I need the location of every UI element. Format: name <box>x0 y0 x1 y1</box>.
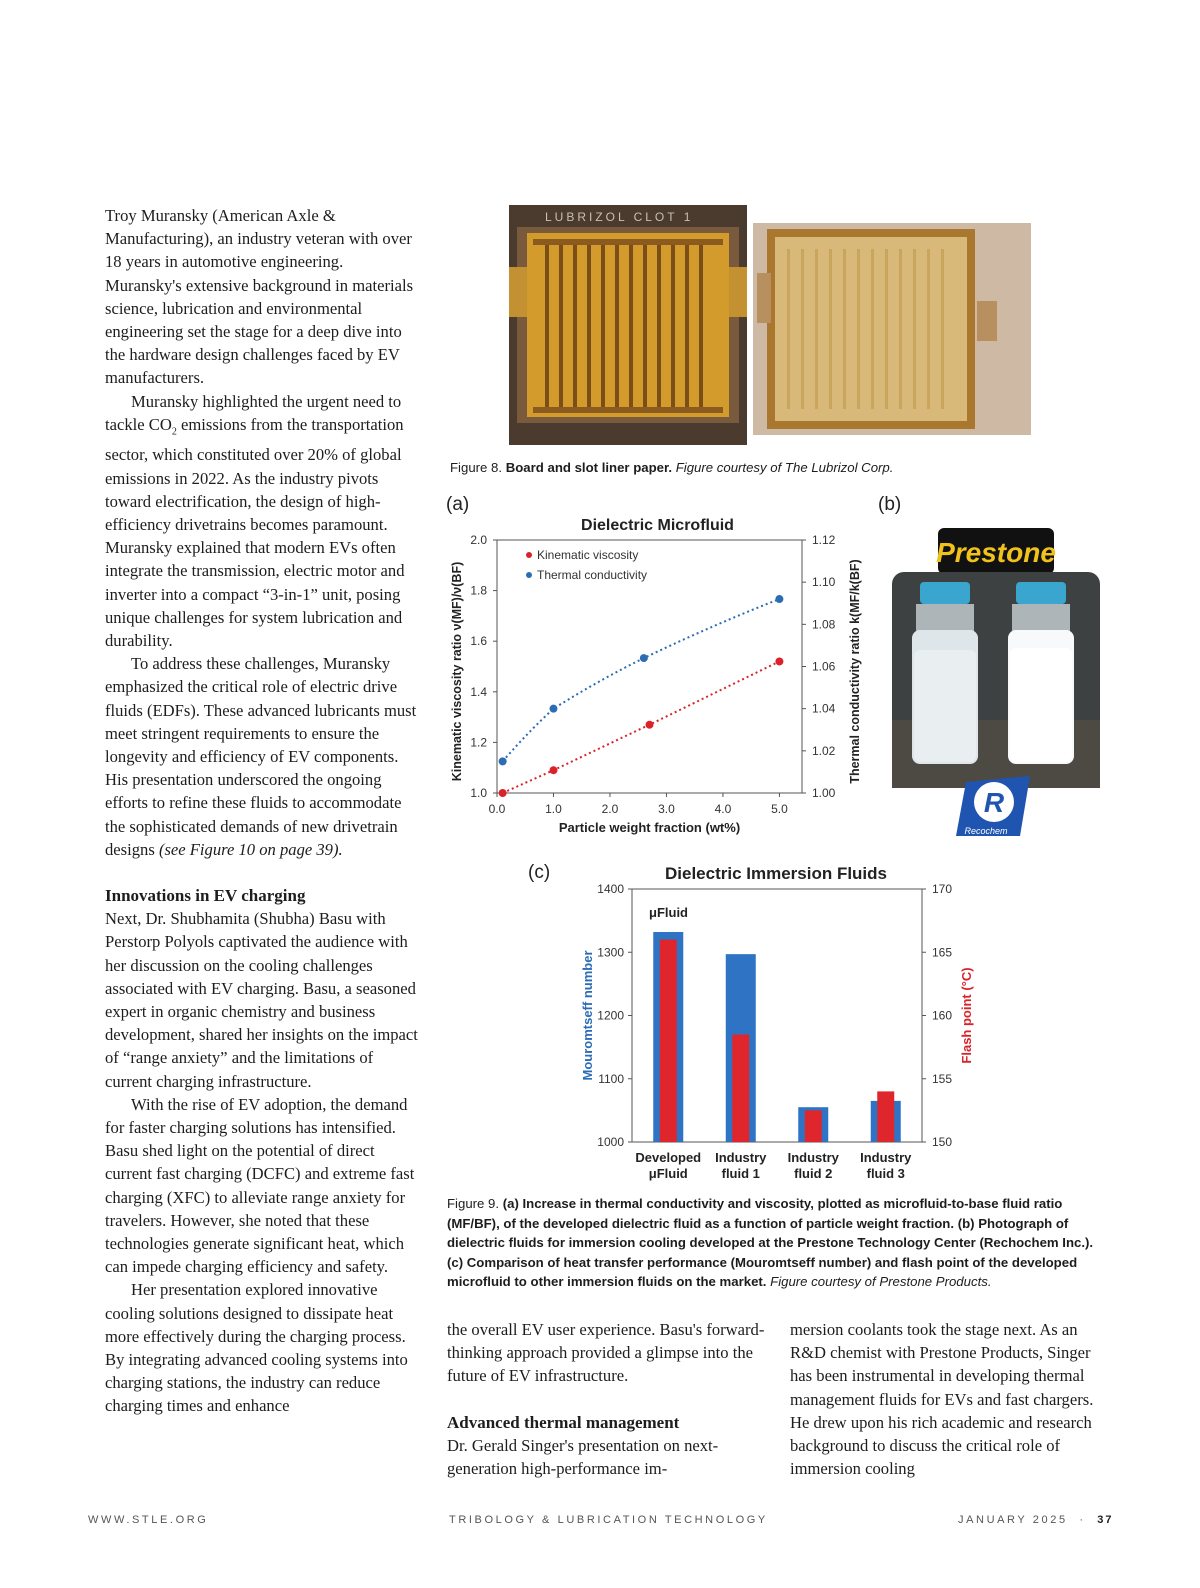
y2-tick-label: 150 <box>932 1135 953 1149</box>
y-tick-label: 1.8 <box>470 583 487 598</box>
y2-axis-label: Thermal conductivity ratio k(MF/k(BF) <box>848 559 862 784</box>
middle-column <box>447 1318 767 1480</box>
caption-body: (a) Increase in thermal conductivity and viscosity, plotted as microfluid-to-base fluid ratio (MF/BF), of the developed dielectric fluid as a function of particle weight fraction. (b) Photograph of dielectric fluids for immersion cooling developed at the Prestone Technology Center (Rechochem Inc.). (c) Comparison of heat transfer performance (Mouromtseff number) and flash point of the developed microfluid to other immersion fluids on the market. <box>447 1196 1094 1289</box>
x-tick-label: 3.0 <box>658 802 675 816</box>
caption-credit: Figure courtesy of The Lubrizol Corp. <box>672 460 894 475</box>
paragraph: the overall EV user experience. Basu's forward-thinking approach provided a glimpse into the future of EV infrastructure. <box>447 1320 765 1386</box>
recochem-logo <box>956 776 1030 836</box>
y-tick-label: 1200 <box>597 1008 624 1023</box>
x-tick-label: 1.0 <box>545 802 562 816</box>
y2-tick-label: 1.12 <box>812 533 836 547</box>
annotation: μFluid <box>649 905 688 920</box>
category-label: Industry <box>860 1150 912 1165</box>
footer-page-info <box>958 1514 1114 1526</box>
legend-label: Thermal conductivity <box>537 568 648 582</box>
svg-text:R: R <box>983 787 1005 818</box>
data-point-blue <box>640 654 648 662</box>
data-point-red <box>549 766 557 774</box>
page-number: 37 <box>1097 1514 1114 1526</box>
data-point-blue <box>775 595 783 603</box>
caption-title: Board and slot liner paper. <box>505 460 673 475</box>
paragraph: Troy Muransky (American Axle & Manufacturing), an industry veteran with over 18 years in automotive engineering. Muransky's extensive background in materials science, lubrication and environmental engineering set the stage for a deep dive into the hardware design challenges faced by EV manufacturers. <box>105 206 414 388</box>
caption-prefix: Figure 9. <box>447 1196 503 1211</box>
chart-dielectric-immersion-fluids <box>520 858 990 1188</box>
data-point-blue <box>499 757 507 765</box>
figure-reference: (see Figure 10 on page 39). <box>158 839 343 859</box>
footer-publication: TRIBOLOGY & LUBRICATION TECHNOLOGY <box>449 1514 768 1526</box>
brand-text: Prestone <box>936 537 1056 568</box>
y2-tick-label: 1.02 <box>812 743 836 758</box>
data-point-red <box>646 721 654 729</box>
paragraph: Dr. Gerald Singer's presentation on next-generation high-performance im- <box>447 1435 719 1479</box>
figure-8-photo <box>505 203 1035 447</box>
x-axis-label: Particle weight fraction (wt%) <box>558 820 741 835</box>
y2-axis-label: Flash point (°C) <box>959 967 974 1064</box>
left-column <box>105 204 423 1418</box>
legend-marker <box>526 552 532 558</box>
y2-tick-label: 170 <box>932 882 953 896</box>
y2-tick-label: 1.10 <box>812 575 836 590</box>
footer-date: JANUARY 2025 <box>958 1514 1068 1526</box>
x-tick-label: 4.0 <box>714 802 732 816</box>
x-tick-label: 5.0 <box>771 802 788 816</box>
y-tick-label: 1000 <box>597 1135 624 1149</box>
right-column <box>790 1318 1110 1480</box>
y-axis-label: Kinematic viscosity ratio ν(MF)/ν(BF) <box>450 561 464 782</box>
y-tick-label: 1400 <box>597 882 624 896</box>
x-tick-label: 2.0 <box>601 802 619 816</box>
y2-tick-label: 1.04 <box>812 701 836 716</box>
y2-tick-label: 1.00 <box>812 786 836 800</box>
x-tick-label: 0.0 <box>488 802 506 816</box>
paragraph: Her presentation explored innovative cooling solutions designed to dissipate heat more effectively during the charging process. By integrating advanced cooling systems into charging stations, the industry can reduce charging times and enhance <box>105 1280 408 1416</box>
svg-text:Recochem: Recochem <box>964 826 1008 836</box>
section-heading: Innovations in EV charging <box>105 886 306 905</box>
legend-marker <box>526 572 532 578</box>
category-label: fluid 2 <box>794 1166 833 1181</box>
section-heading: Advanced thermal management <box>447 1412 680 1432</box>
y-tick-label: 1.4 <box>470 684 487 699</box>
chart-title: Dielectric Microfluid <box>581 517 734 534</box>
caption-credit: Figure courtesy of Prestone Products. <box>766 1274 992 1289</box>
y-tick-label: 1.6 <box>470 634 487 649</box>
panel-label: (b) <box>878 494 902 515</box>
y-tick-label: 1.0 <box>470 786 487 800</box>
paragraph: Next, Dr. Shubhamita (Shubha) Basu with Perstorp Polyols captivated the audience with her discussion on the cooling challenges associated with EV charging. Basu, a seasoned expert in organic chemistry and business development, shared her insights on the impact of “range anxiety” and the limitations of current charging infrastructure. <box>105 909 418 1091</box>
chart-dielectric-microfluid <box>440 490 880 842</box>
category-label: Industry <box>787 1150 839 1165</box>
footer-website: WWW.STLE.ORG <box>88 1514 209 1526</box>
text-run: emissions from the transportation sector, which constituted over 20% of global emissions in 2022. As the industry pivots toward electrification, the design of high-efficiency drivetrains becomes paramount. Muransky explained that modern EVs often integrate the transmission, electric motor and inverter into a compact “3-in-1” unit, posing unique challenges for system lubrication and durability. <box>105 414 405 650</box>
category-label: μFluid <box>648 1166 688 1181</box>
y-tick-label: 1.2 <box>470 735 487 750</box>
text-run: To address these challenges, Muransky emphasized the critical role of electric drive fluids (EDFs). These advanced lubricants must meet stringent requirements to ensure the longevity and efficiency of EV components. His presentation underscored the ongoing efforts to refine these fluids to accommodate the sophisticated demands of new drivetrain designs <box>105 654 417 859</box>
data-point-red <box>775 657 783 665</box>
legend-label: Kinematic viscosity <box>537 548 639 562</box>
y-axis-label: Mouromtseff number <box>580 950 595 1081</box>
text-run: Muransky highlighted the urgent need to tackle CO <box>105 391 402 434</box>
chart-title: Dielectric Immersion Fluids <box>664 864 888 883</box>
panel-label: (c) <box>528 862 551 883</box>
bar-flash-point <box>805 1110 822 1142</box>
y2-tick-label: 1.08 <box>812 617 836 632</box>
y2-tick-label: 155 <box>932 1071 953 1086</box>
data-point-red <box>499 789 507 797</box>
paragraph <box>105 390 423 653</box>
paragraph: mersion coolants took the stage next. As an R&D chemist with Prestone Products, Singer has been instrumental in developing thermal management fluids for EVs and fast chargers. He drew upon his rich academic and research background to discuss the critical role of immersion cooling <box>790 1320 1094 1479</box>
y2-tick-label: 165 <box>932 945 953 960</box>
series-line-red <box>503 661 780 793</box>
y-tick-label: 2.0 <box>470 533 487 547</box>
figure-9b-photo <box>874 490 1104 840</box>
y2-tick-label: 1.06 <box>812 659 836 674</box>
panel-label: (a) <box>446 494 470 515</box>
bar-flash-point <box>732 1034 749 1142</box>
bar-flash-point <box>660 940 677 1142</box>
caption-prefix: Figure 8. <box>450 460 506 475</box>
bottle-cap <box>920 582 970 604</box>
category-label: fluid 1 <box>721 1166 760 1181</box>
data-point-blue <box>549 705 557 713</box>
y2-tick-label: 160 <box>932 1008 953 1023</box>
paragraph <box>105 652 423 861</box>
figure-9-caption <box>447 1194 1097 1292</box>
bar-flash-point <box>877 1091 894 1142</box>
y-tick-label: 1300 <box>597 945 624 960</box>
category-label: Industry <box>715 1150 767 1165</box>
photo-label: LUBRIZOL CLOT 1 <box>545 210 694 224</box>
category-label: fluid 3 <box>866 1166 905 1181</box>
category-label: Developed <box>635 1150 702 1165</box>
bottle-cap <box>1016 582 1066 604</box>
figure-8-caption <box>450 458 1070 478</box>
y-tick-label: 1100 <box>598 1071 624 1086</box>
subscript: 2 <box>171 426 177 438</box>
footer-separator: · <box>1079 1514 1086 1526</box>
paragraph: With the rise of EV adoption, the demand for faster charging solutions has intensified. Basu shed light on the potential of direct current fast charging (DCFC) and extreme fast charging (XFC) to alleviate range anxiety for travelers. However, she noted that these technologies generate significant heat, which can impede charging efficiency and safety. <box>105 1094 415 1277</box>
series-line-blue <box>503 599 780 761</box>
